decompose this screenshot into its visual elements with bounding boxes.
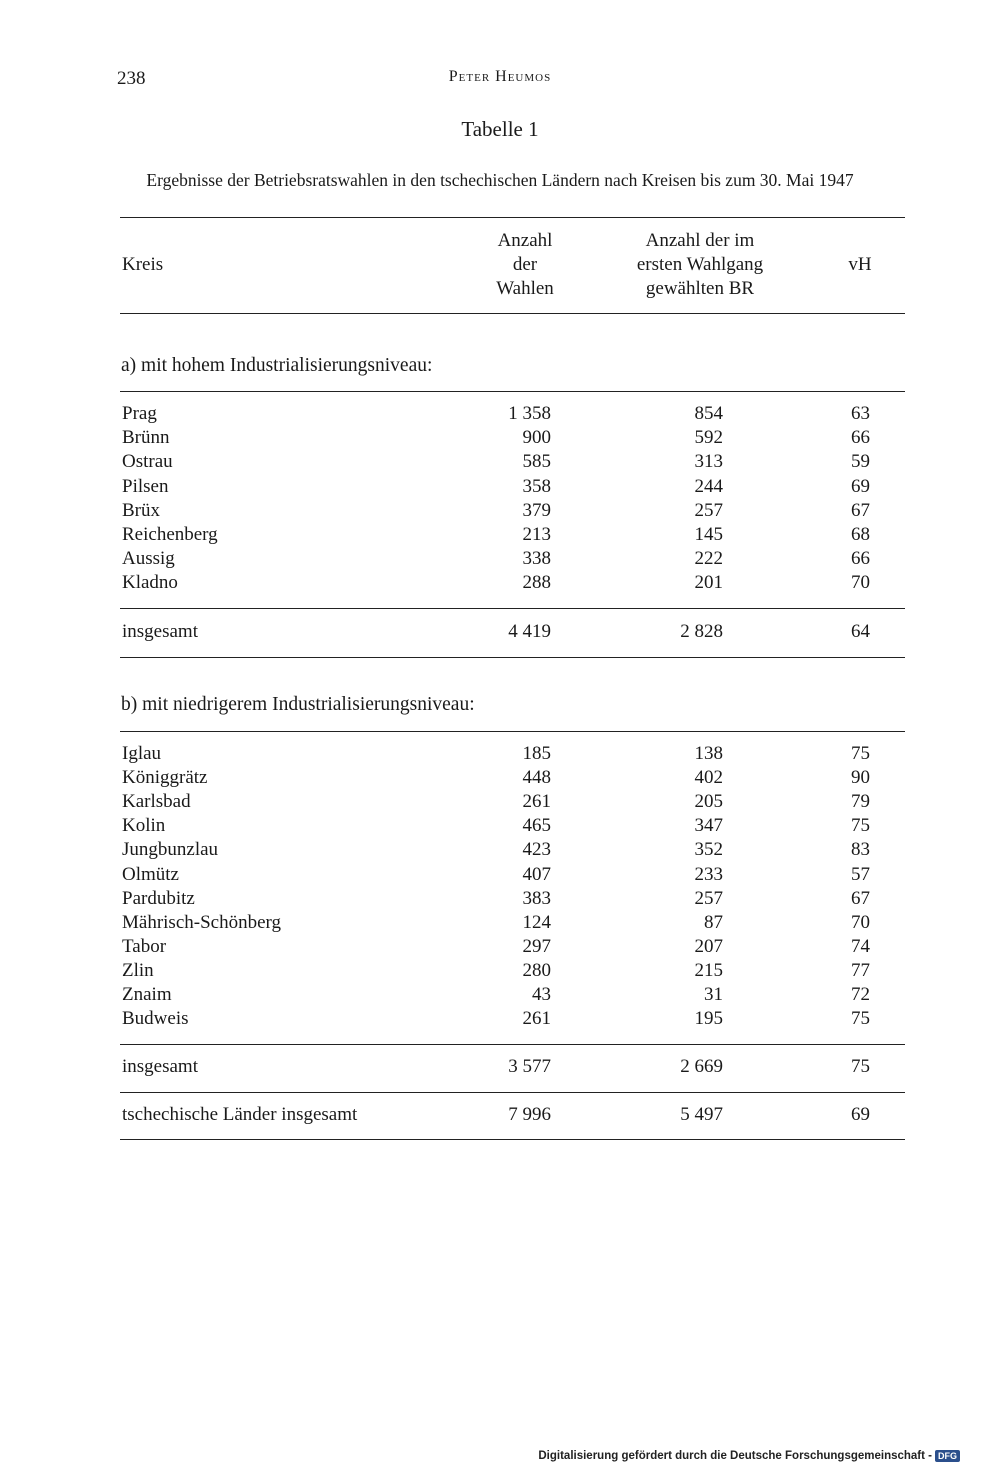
table-title: Tabelle 1 xyxy=(461,117,539,141)
table-row xyxy=(0,475,1000,499)
grand-total-row xyxy=(0,1103,1000,1127)
section-a-rule xyxy=(120,391,905,392)
cell-first-round: 592 xyxy=(694,427,723,449)
header-first-round xyxy=(600,229,800,301)
cell-wahlen: 338 xyxy=(522,548,551,570)
cell-kreis: Iglau xyxy=(122,743,162,764)
cell-kreis: Brünn xyxy=(122,427,170,449)
cell-wahlen: 448 xyxy=(522,767,551,789)
cell-first-round: 854 xyxy=(694,403,723,424)
cell-wahlen: 7 996 xyxy=(508,1104,551,1125)
cell-first-round: 2 669 xyxy=(680,1056,723,1077)
cell-first-round: 257 xyxy=(694,887,723,909)
table-row xyxy=(0,983,1000,1007)
cell-kreis: insgesamt xyxy=(122,621,198,642)
table-row xyxy=(0,863,1000,887)
cell-vh: 75 xyxy=(851,1056,870,1077)
cell-wahlen: 288 xyxy=(522,572,551,594)
cell-vh: 57 xyxy=(851,863,870,885)
cell-vh: 63 xyxy=(851,403,870,424)
cell-vh: 75 xyxy=(851,1008,870,1030)
cell-wahlen: 297 xyxy=(522,935,551,957)
cell-first-round: 2 828 xyxy=(680,621,723,642)
cell-vh: 70 xyxy=(851,572,870,594)
header-anzahl-line1: Anzahl xyxy=(497,230,553,251)
cell-vh: 59 xyxy=(851,451,870,473)
cell-kreis: Aussig xyxy=(122,548,175,570)
cell-kreis: Pardubitz xyxy=(122,887,195,909)
cell-wahlen: 43 xyxy=(532,984,551,1005)
section-a-bottom-rule xyxy=(120,657,905,658)
table-row xyxy=(0,814,1000,838)
cell-wahlen: 4 419 xyxy=(508,621,551,642)
section-b-title: b) mit niedrigerem Industrialisierungsniveau: xyxy=(121,694,475,715)
cell-kreis: Brüx xyxy=(122,499,160,521)
header-vh: vH xyxy=(848,254,872,275)
cell-kreis: Königgrätz xyxy=(122,767,208,789)
cell-kreis: Kladno xyxy=(122,572,178,594)
cell-kreis: Jungbunzlau xyxy=(122,839,219,861)
cell-vh: 83 xyxy=(851,839,870,861)
header-bottom-rule xyxy=(120,313,905,314)
cell-kreis: Prag xyxy=(122,403,157,424)
header-kreis: Kreis xyxy=(122,254,164,275)
cell-kreis: Mährisch-Schönberg xyxy=(122,911,282,933)
table-bottom-rule xyxy=(120,1139,905,1140)
cell-first-round: 31 xyxy=(704,984,723,1005)
cell-first-round: 215 xyxy=(694,959,723,981)
cell-vh: 79 xyxy=(851,791,870,813)
table-row xyxy=(0,790,1000,814)
cell-vh: 75 xyxy=(851,815,870,837)
running-head: Peter Heumos xyxy=(448,68,552,85)
dfg-logo: DFG xyxy=(935,1450,960,1462)
cell-kreis: tschechische Länder insgesamt xyxy=(122,1104,358,1125)
header-anzahl-line2: der xyxy=(512,254,538,275)
section-b-total-rule xyxy=(120,1044,905,1045)
cell-first-round: 257 xyxy=(694,499,723,521)
cell-first-round: 352 xyxy=(694,839,723,861)
cell-vh: 68 xyxy=(851,524,870,545)
cell-vh: 67 xyxy=(851,887,870,909)
table-row xyxy=(0,959,1000,983)
cell-vh: 64 xyxy=(851,621,870,642)
table-caption: Ergebnisse der Betriebsratswahlen in den tschechischen Ländern nach Kreisen bis zum 30. Mai 1947 xyxy=(146,170,854,190)
cell-wahlen: 280 xyxy=(522,959,551,981)
cell-first-round: 347 xyxy=(694,815,723,837)
cell-wahlen: 124 xyxy=(522,911,551,933)
cell-first-round: 207 xyxy=(694,935,723,957)
cell-vh: 74 xyxy=(851,935,870,957)
cell-first-round: 145 xyxy=(694,524,723,545)
cell-first-round: 87 xyxy=(704,911,723,933)
cell-first-round: 201 xyxy=(694,572,723,594)
total-row xyxy=(0,1055,1000,1079)
section-b-bottom-rule xyxy=(120,1092,905,1093)
cell-first-round: 138 xyxy=(694,743,723,764)
cell-vh: 72 xyxy=(851,984,870,1005)
cell-first-round: 402 xyxy=(694,767,723,789)
cell-vh: 70 xyxy=(851,911,870,933)
cell-wahlen: 185 xyxy=(522,743,551,764)
table-top-rule xyxy=(120,217,905,218)
cell-kreis: Olmütz xyxy=(122,863,179,885)
section-b-rule xyxy=(120,731,905,732)
cell-vh: 66 xyxy=(851,548,870,570)
table-row xyxy=(0,838,1000,862)
page-number: 238 xyxy=(117,68,146,89)
section-a-total-rule xyxy=(120,608,905,609)
cell-kreis: Zlin xyxy=(122,959,154,981)
cell-kreis: insgesamt xyxy=(122,1056,198,1077)
cell-first-round: 244 xyxy=(694,475,723,497)
cell-kreis: Ostrau xyxy=(122,451,173,473)
cell-vh: 69 xyxy=(851,475,870,497)
cell-wahlen: 213 xyxy=(522,524,551,545)
header-first-line3: gewählten BR xyxy=(645,278,755,299)
cell-wahlen: 358 xyxy=(522,475,551,497)
section-a-title: a) mit hohem Industrialisierungsniveau: xyxy=(121,355,433,376)
cell-kreis: Karlsbad xyxy=(122,791,191,813)
cell-vh: 90 xyxy=(851,767,870,789)
cell-wahlen: 379 xyxy=(522,499,551,521)
total-row xyxy=(0,620,1000,644)
header-anzahl-wahlen xyxy=(470,229,580,301)
table-row xyxy=(0,402,1000,426)
cell-wahlen: 465 xyxy=(522,815,551,837)
table-row xyxy=(0,887,1000,911)
cell-first-round: 233 xyxy=(694,863,723,885)
footer-text: Digitalisierung gefördert durch die Deutsche Forschungsgemeinschaft - xyxy=(538,1450,932,1463)
table-row xyxy=(0,547,1000,571)
table-row xyxy=(0,766,1000,790)
cell-wahlen: 3 577 xyxy=(508,1056,551,1077)
table-row xyxy=(0,1007,1000,1031)
footer-note xyxy=(538,1450,960,1462)
cell-kreis: Pilsen xyxy=(122,475,169,497)
header-first-line1: Anzahl der im xyxy=(645,230,755,251)
cell-kreis: Tabor xyxy=(122,935,167,957)
cell-kreis: Znaim xyxy=(122,984,172,1005)
cell-first-round: 205 xyxy=(694,791,723,813)
cell-kreis: Kolin xyxy=(122,815,166,837)
cell-vh: 69 xyxy=(851,1104,870,1125)
cell-vh: 66 xyxy=(851,427,870,449)
cell-wahlen: 585 xyxy=(522,451,551,473)
cell-wahlen: 383 xyxy=(522,887,551,909)
cell-first-round: 222 xyxy=(694,548,723,570)
cell-vh: 77 xyxy=(851,959,870,981)
table-row xyxy=(0,911,1000,935)
cell-first-round: 313 xyxy=(694,451,723,473)
cell-wahlen: 900 xyxy=(522,427,551,449)
table-row xyxy=(0,523,1000,547)
table-row xyxy=(0,499,1000,523)
cell-wahlen: 261 xyxy=(522,791,551,813)
cell-wahlen: 423 xyxy=(522,839,551,861)
cell-first-round: 5 497 xyxy=(680,1104,723,1125)
table-row xyxy=(0,426,1000,450)
cell-first-round: 195 xyxy=(694,1008,723,1030)
cell-vh: 75 xyxy=(851,743,870,764)
table-row xyxy=(0,742,1000,766)
cell-kreis: Reichenberg xyxy=(122,524,218,545)
cell-wahlen: 261 xyxy=(522,1008,551,1030)
table-row xyxy=(0,935,1000,959)
cell-wahlen: 407 xyxy=(522,863,551,885)
cell-vh: 67 xyxy=(851,499,870,521)
cell-wahlen: 1 358 xyxy=(508,403,551,424)
header-anzahl-line3: Wahlen xyxy=(496,278,554,299)
table-row xyxy=(0,450,1000,474)
cell-kreis: Budweis xyxy=(122,1008,189,1030)
table-row xyxy=(0,571,1000,595)
header-first-line2: ersten Wahlgang xyxy=(636,254,764,275)
